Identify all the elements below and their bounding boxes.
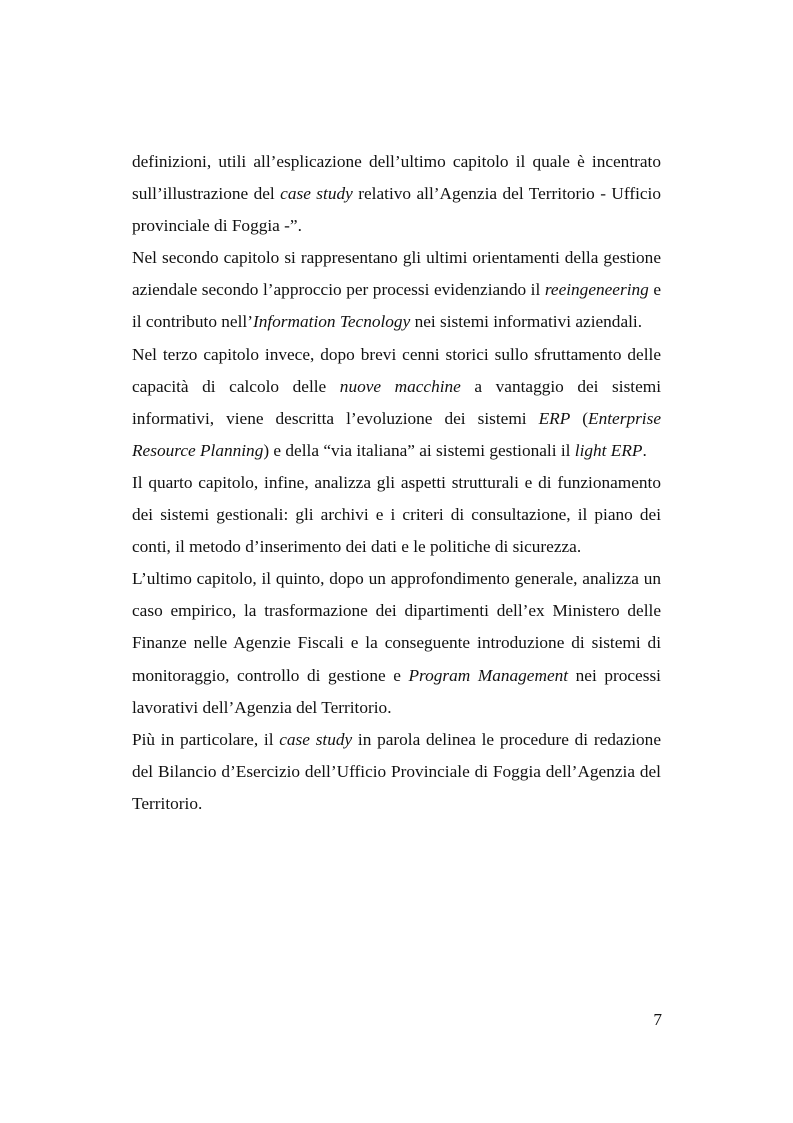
paragraph-5 [132, 563, 661, 723]
text-run: in parola delinea le procedure di redazione del Bilancio d’Esercizio dell’Ufficio Provinciale di Foggia dell’Agenzia del Territorio. [132, 729, 661, 813]
paragraph-6 [132, 724, 661, 820]
text-run: L’ultimo capitolo, il quinto, dopo un approfondimento generale, analizza un caso empirico, la trasformazione dei dipartimenti dell’ex Ministero delle Finanze nelle Agenzie Fiscali e la conseguente introduzione di sistemi di monitoraggio, controllo di gestione e [132, 569, 661, 685]
text-run-italic: Information Tecnology [252, 312, 411, 332]
text-run: a vantaggio dei sistemi informativi, viene descritta l’evoluzione dei sistemi [132, 376, 662, 428]
paragraph-2 [132, 242, 661, 338]
paragraph-3 [132, 339, 661, 467]
text-run-italic: case study [279, 729, 353, 749]
text-run-italic: case study [280, 184, 353, 204]
body-text [132, 146, 661, 820]
text-run: definizioni, utili all’esplicazione dell’ultimo capitolo il quale è incentrato sull’illustrazione del [132, 152, 661, 204]
text-run-italic: reeingeneering [544, 280, 649, 300]
text-run: ) e della “via italiana” ai sistemi gestionali il [263, 440, 575, 460]
text-run: Nel secondo capitolo si rappresentano gli ultimi orientamenti della gestione aziendale secondo l’approccio per processi evidenziando il [132, 248, 661, 300]
paragraph-4 [132, 467, 661, 563]
text-run: Il quarto capitolo, infine, analizza gli aspetti strutturali e di funzionamento dei sistemi gestionali: gli archivi e i criteri di consultazione, il piano dei conti, il metodo d’inserimento dei dati e le politiche di sicurezza. [132, 472, 661, 557]
text-run: Nel terzo capitolo invece, dopo brevi cenni storici sullo sfruttamento delle capacità di calcolo delle [132, 344, 661, 396]
text-run-italic: light ERP [574, 440, 643, 460]
text-run: e il contributo nell’ [132, 280, 661, 332]
text-run-italic: Program Management [408, 665, 569, 685]
text-run: relativo all’Agenzia del Territorio - Ufficio provinciale di Foggia -”. [132, 184, 661, 236]
text-run-italic: Enterprise Resource Planning [132, 408, 662, 460]
text-run: nei processi lavorativi dell’Agenzia del Territorio. [132, 665, 661, 717]
text-run: . [642, 440, 647, 460]
text-run: Più in particolare, il [132, 729, 280, 749]
text-run: nei sistemi informativi aziendali. [410, 312, 643, 332]
text-run-italic: ERP [538, 408, 571, 428]
text-run-italic: nuove macchine [339, 376, 461, 396]
page-number: 7 [653, 1010, 662, 1029]
paragraph-1 [132, 146, 661, 242]
text-run: ( [570, 408, 589, 428]
